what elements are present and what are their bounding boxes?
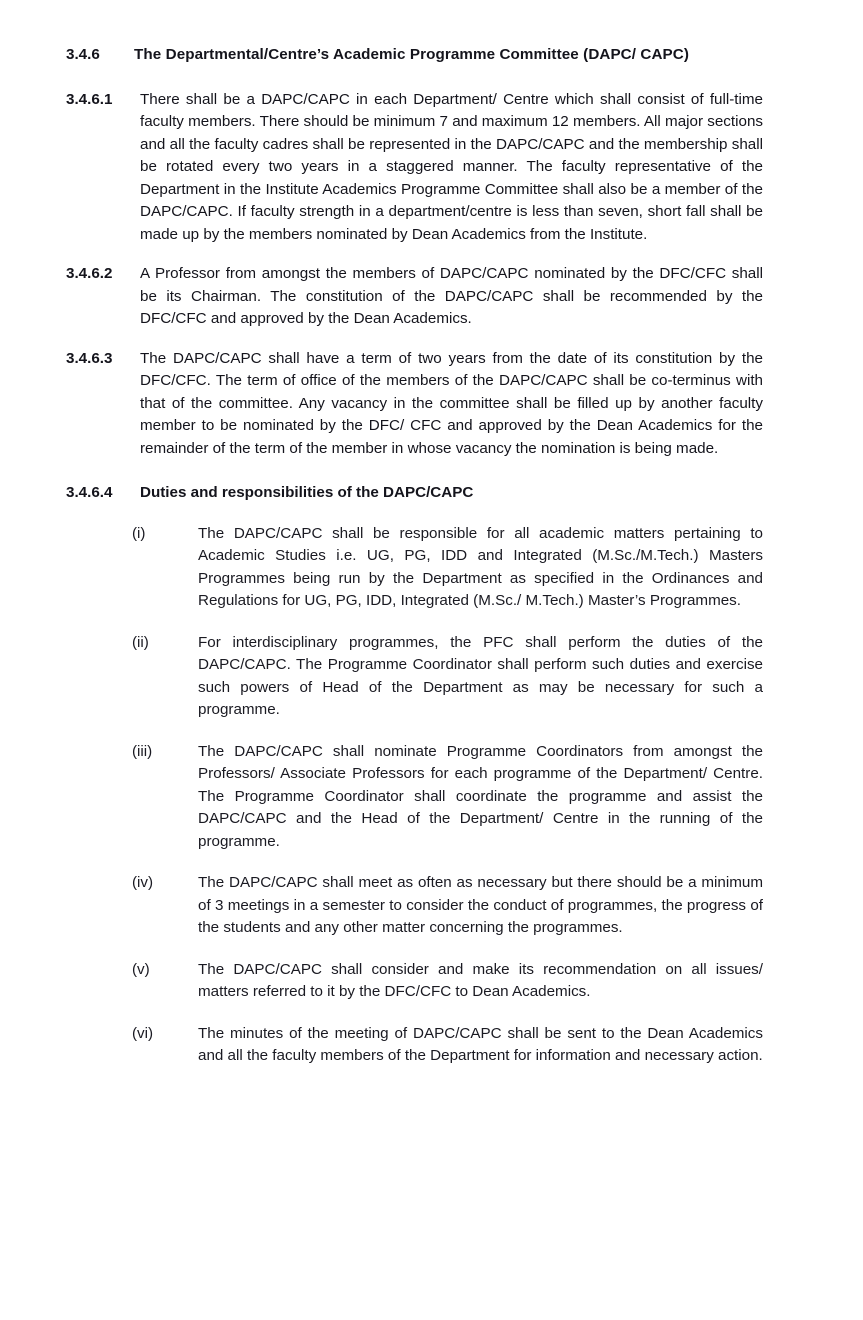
list-item — [132, 959, 763, 1004]
section-heading-title: The Departmental/Centre’s Academic Programme Committee (DAPC/ CAPC) — [134, 46, 689, 63]
list-item-text: The DAPC/CAPC shall consider and make its recommendation on all issues/ matters referred to it by the DFC/CFC to Dean Academics. — [198, 960, 763, 1000]
clause-text: There shall be a DAPC/CAPC in each Department/ Centre which shall consist of full-time faculty members. There should be minimum 7 and maximum 12 members. All major sections and all the faculty cadres shall be represented in the DAPC/CAPC and the membership shall be rotated every two years in a staggered manner. The faculty representative of the Department in the Institute Academics Programme Committee shall also be a member of the DAPC/CAPC. If faculty strength in a department/centre is less than seven, short fall shall be made up by the members nominated by Dean Academics from the Institute. — [140, 90, 763, 243]
clause-title: Duties and responsibilities of the DAPC/CAPC — [140, 484, 474, 501]
clause-3-4-6-2 — [66, 263, 763, 331]
list-item — [132, 1023, 763, 1068]
list-item — [132, 632, 763, 722]
clause-number: 3.4.6.3 — [66, 349, 113, 367]
list-item-text: For interdisciplinary programmes, the PFC shall perform the duties of the DAPC/CAPC. The Programme Coordinator shall perform such duties and exercise such powers of Head of the Department as may be necessary for such a programme. — [198, 633, 763, 718]
list-item — [132, 741, 763, 854]
list-item-text: The DAPC/CAPC shall nominate Programme Coordinators from amongst the Professors/ Associate Professors for each programme of the Department/ Centre. The Programme Coordinator shall coordinate the programme and assist the DAPC/CAPC and the Head of the Department/ Centre in the running of the programme. — [198, 742, 763, 850]
list-item-marker: (i) — [132, 524, 146, 542]
clause-number: 3.4.6.4 — [66, 484, 113, 501]
section-heading — [66, 44, 763, 67]
clause-text: The DAPC/CAPC shall have a term of two years from the date of its constitution by the DFC/CFC. The term of office of the members of the DAPC/CAPC shall be co-terminus with that of the committee. Any vacancy in the committee shall be filled up by another faculty member to be nominated by the DFC/ CFC and approved by the Dean Academics for the remainder of the term of the member in whose vacancy the nomination is being made. — [140, 349, 763, 457]
clause-3-4-6-3 — [66, 348, 763, 461]
list-item-text: The DAPC/CAPC shall meet as often as necessary but there should be a minimum of 3 meetings in a semester to consider the conduct of programmes, the progress of the students and any other matter concerning the programmes. — [198, 874, 763, 936]
list-item-text: The DAPC/CAPC shall be responsible for all academic matters pertaining to Academic Studies i.e. UG, PG, IDD and Integrated (M.Sc./M.Tech.) Masters Programmes being run by the Department as specified in the Ordinances and Regulations for UG, PG, IDD, Integrated (M.Sc./ M.Tech.) Master’s Programmes. — [198, 524, 763, 609]
clause-3-4-6-4-heading — [66, 482, 763, 505]
list-item-marker: (iii) — [132, 742, 153, 760]
clause-text: A Professor from amongst the members of DAPC/CAPC nominated by the DFC/CFC shall be its Chairman. The constitution of the DAPC/CAPC shall be recommended by the DFC/CFC and approved by the Dean Academics. — [140, 265, 763, 327]
list-item-marker: (ii) — [132, 633, 149, 651]
clause-number: 3.4.6.2 — [66, 265, 113, 282]
list-item — [132, 872, 763, 940]
list-item — [132, 523, 763, 613]
list-item-marker: (vi) — [132, 1024, 154, 1042]
section-heading-number: 3.4.6 — [66, 46, 100, 63]
list-item-text: The minutes of the meeting of DAPC/CAPC shall be sent to the Dean Academics and all the faculty members of the Department for information and necessary action. — [198, 1024, 763, 1064]
duties-list — [66, 523, 763, 1068]
clause-3-4-6-1 — [66, 89, 763, 247]
clause-number: 3.4.6.1 — [66, 90, 113, 108]
list-item-marker: (v) — [132, 960, 150, 978]
list-item-marker: (iv) — [132, 874, 154, 891]
